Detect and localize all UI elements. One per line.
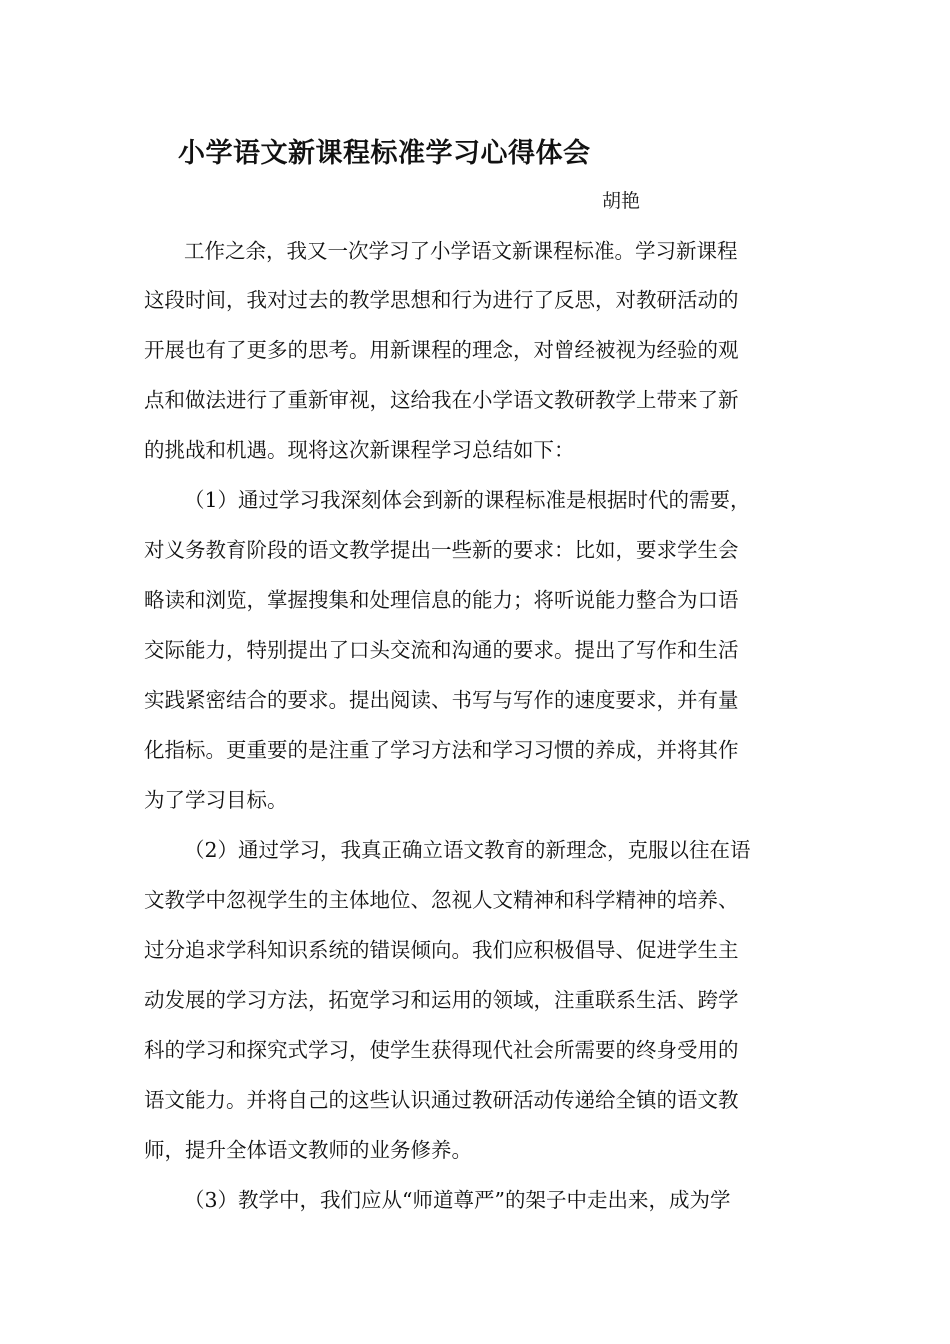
body-line: 工作之余，我又一次学习了小学语文新课程标准。学习新课程 xyxy=(184,239,738,263)
body-line: 略读和浏览，掌握搜集和处理信息的能力；将听说能力整合为口语 xyxy=(144,588,739,612)
body-line: （3）教学中，我们应从“师道尊严”的架子中走出来，成为学 xyxy=(184,1188,731,1212)
page-title: 小学语文新课程标准学习心得体会 xyxy=(178,138,591,169)
body-line: （1）通过学习我深刻体会到新的课程标准是根据时代的需要， xyxy=(184,488,751,512)
body-line: 实践紧密结合的要求。提出阅读、书写与写作的速度要求，并有量 xyxy=(144,688,739,712)
body-line: 过分追求学科知识系统的错误倾向。我们应积极倡导、促进学生主 xyxy=(144,938,739,962)
body-line: 开展也有了更多的思考。用新课程的理念，对曾经被视为经验的观 xyxy=(144,338,739,362)
body-line: 文教学中忽视学生的主体地位、忽视人文精神和科学精神的培养、 xyxy=(144,888,739,912)
body-line: 化指标。更重要的是注重了学习方法和学习习惯的养成，并将其作 xyxy=(144,738,739,762)
body-line: 对义务教育阶段的语文教学提出一些新的要求：比如，要求学生会 xyxy=(144,538,739,562)
author-name: 胡艳 xyxy=(602,190,641,212)
body-line: 师，提升全体语文教师的业务修养。 xyxy=(144,1138,472,1162)
body-line: 为了学习目标。 xyxy=(144,788,288,812)
body-line: 交际能力，特别提出了口头交流和沟通的要求。提出了写作和生活 xyxy=(144,638,739,662)
body-line: 语文能力。并将自己的这些认识通过教研活动传递给全镇的语文教 xyxy=(144,1088,739,1112)
body-line: 动发展的学习方法，拓宽学习和运用的领域，注重联系生活、跨学 xyxy=(144,988,739,1012)
body-line: 的挑战和机遇。现将这次新课程学习总结如下： xyxy=(144,438,575,462)
body-line: 这段时间，我对过去的教学思想和行为进行了反思，对教研活动的 xyxy=(144,288,739,312)
body-line: （2）通过学习，我真正确立语文教育的新理念，克服以往在语 xyxy=(184,838,751,862)
body-line: 点和做法进行了重新审视，这给我在小学语文教研教学上带来了新 xyxy=(144,388,739,412)
body-line: 科的学习和探究式学习，使学生获得现代社会所需要的终身受用的 xyxy=(144,1038,739,1062)
